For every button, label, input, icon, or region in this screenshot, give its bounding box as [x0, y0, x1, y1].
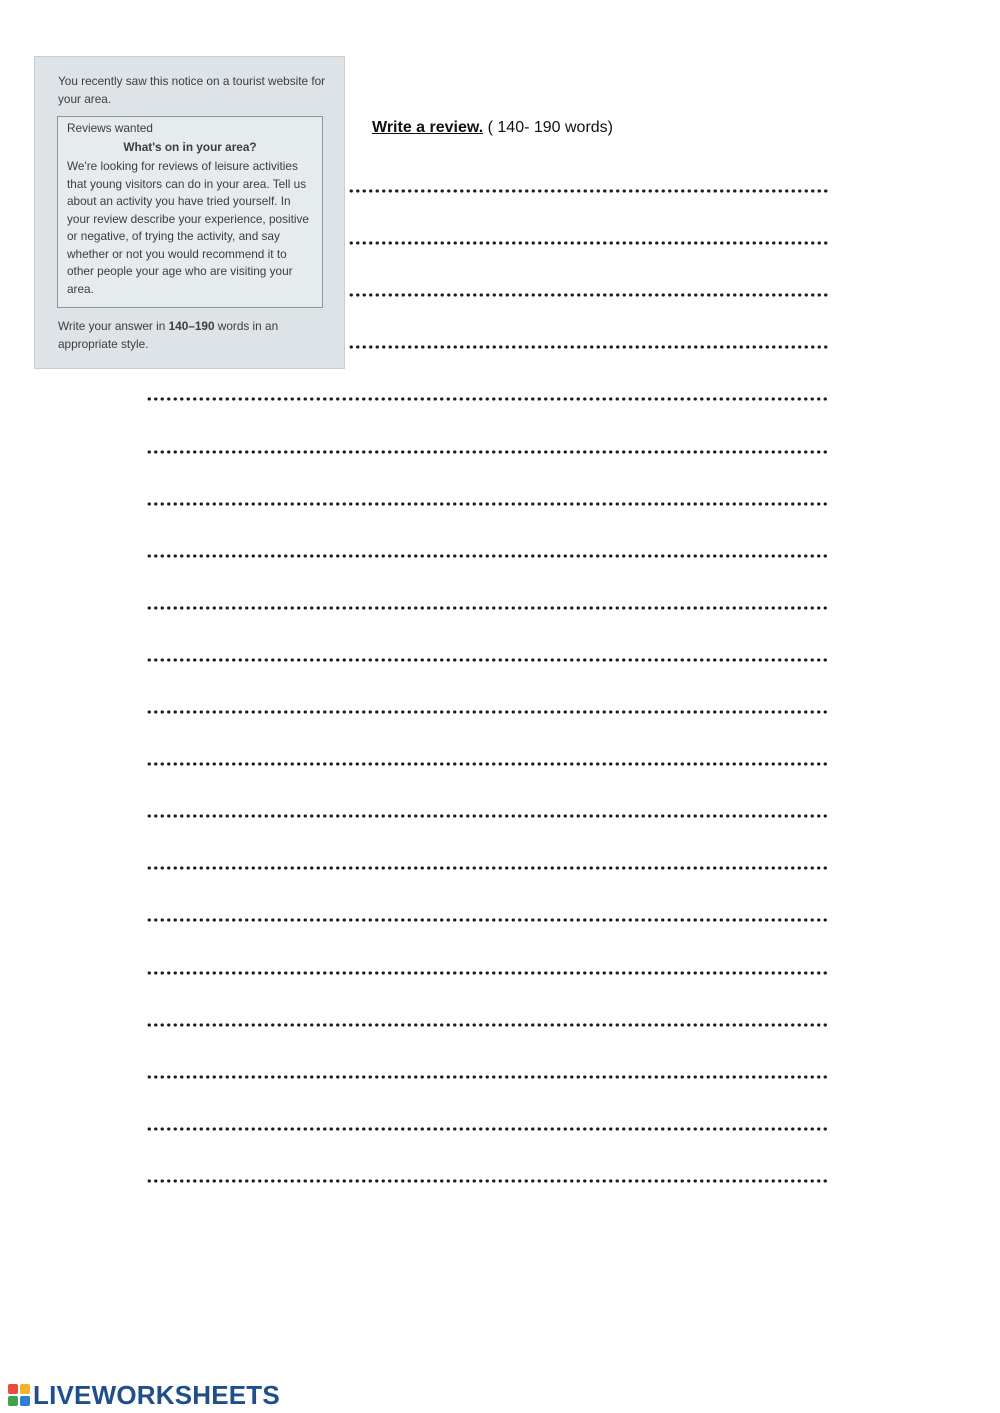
- logo-square: [20, 1396, 30, 1406]
- writing-line[interactable]: [146, 1073, 830, 1081]
- writing-line[interactable]: [146, 760, 830, 768]
- writing-line[interactable]: [146, 969, 830, 977]
- instruction-title: Write a review.: [372, 119, 484, 136]
- writing-line[interactable]: [348, 187, 830, 195]
- outro-word-range: 140–190: [168, 319, 215, 333]
- notice-subtitle: What's on in your area?: [123, 139, 257, 154]
- writing-line[interactable]: [146, 812, 830, 820]
- writing-line[interactable]: [146, 1021, 830, 1029]
- writing-line[interactable]: [146, 708, 830, 716]
- writing-line[interactable]: [146, 500, 830, 508]
- instruction-word-count: ( 140- 190 words): [483, 119, 614, 136]
- outro-text-start: Write your answer in: [58, 319, 169, 333]
- brand-logo: [8, 1381, 280, 1409]
- outro-text-end: words in an appropriate style.: [58, 319, 279, 351]
- writing-line[interactable]: [348, 291, 830, 299]
- writing-line[interactable]: [146, 604, 830, 612]
- liveworksheets-icon: [8, 1384, 30, 1406]
- writing-line[interactable]: [348, 239, 830, 247]
- notice-body: We're looking for reviews of leisure activities that young visitors can do in your area. Tell us about an activity you have tried yourself. In your review describe your experience, positive or negative, of trying the activity, and say whether or not you would recommend it to other people your age who are visiting your area.: [67, 159, 309, 296]
- writing-line[interactable]: [146, 864, 830, 872]
- writing-line[interactable]: [146, 1125, 830, 1133]
- writing-line[interactable]: [146, 1177, 830, 1185]
- writing-line[interactable]: [146, 448, 830, 456]
- writing-line[interactable]: [146, 656, 830, 664]
- brand-name: LIVEWORKSHEETS: [33, 1379, 280, 1410]
- writing-line[interactable]: [348, 343, 830, 351]
- logo-square: [8, 1396, 18, 1406]
- writing-line[interactable]: [146, 395, 830, 403]
- logo-square: [20, 1384, 30, 1394]
- task-intro: You recently saw this notice on a tourist website for your area.: [58, 74, 326, 106]
- logo-square: [8, 1384, 18, 1394]
- notice-heading: Reviews wanted: [67, 121, 153, 135]
- writing-line[interactable]: [146, 916, 830, 924]
- writing-line[interactable]: [146, 552, 830, 560]
